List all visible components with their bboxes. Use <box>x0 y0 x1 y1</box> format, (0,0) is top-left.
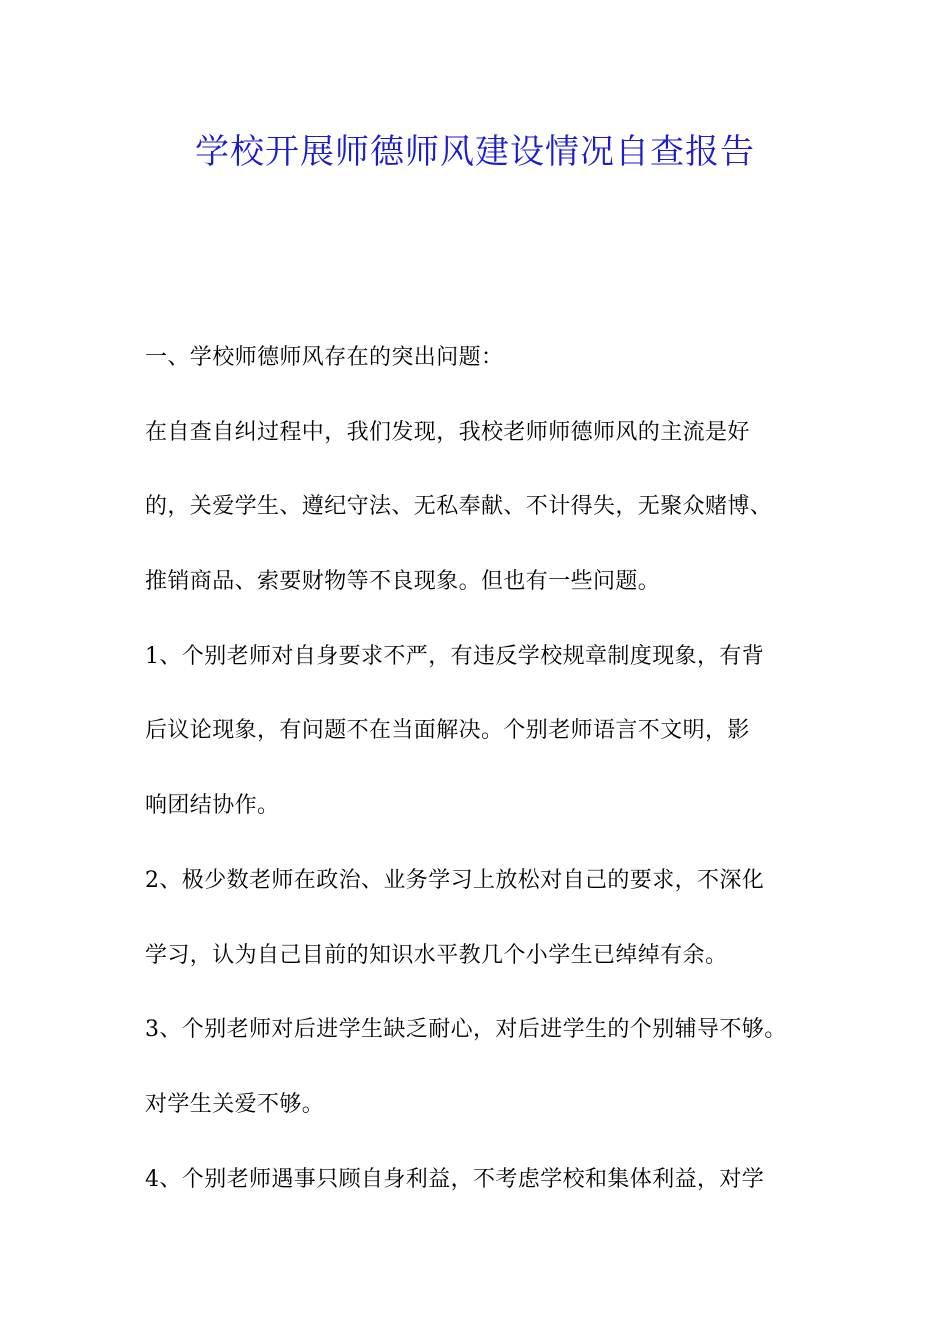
document-body <box>145 332 845 1228</box>
list-item-line: 后议论现象，有问题不在当面解决。个别老师语言不文明，影 <box>145 718 750 744</box>
list-item-line: 对学生关爱不够。 <box>145 1091 325 1117</box>
list-item-line: 4、个别老师遇事只顾自身利益，不考虑学校和集体利益，对学 <box>145 1166 765 1192</box>
list-item-line: 1、个别老师对自身要求不严，有违反学校规章制度现象，有背 <box>145 643 765 669</box>
list-item-line: 学习，认为自己目前的知识水平教几个小学生已绰绰有余。 <box>145 942 728 968</box>
list-item-line: 2、极少数老师在政治、业务学习上放松对自己的要求，不深化 <box>145 867 765 893</box>
list-item-line: 3、个别老师对后进学生缺乏耐心，对后进学生的个别辅导不够。 <box>145 1017 787 1043</box>
section-heading: 一、学校师德师风存在的突出问题： <box>145 345 504 370</box>
paragraph-line: 推销商品、索要财物等不良现象。但也有一些问题。 <box>145 569 661 595</box>
list-item-line: 响团结协作。 <box>145 793 280 819</box>
paragraph-line: 在自查自纠过程中，我们发现，我校老师师德师风的主流是好 <box>145 419 750 445</box>
document-title: 学校开展师德师风建设情况自查报告 <box>195 132 755 172</box>
paragraph-line: 的，关爱学生、遵纪守法、无私奉献、不计得失，无聚众赌博、 <box>145 494 773 520</box>
